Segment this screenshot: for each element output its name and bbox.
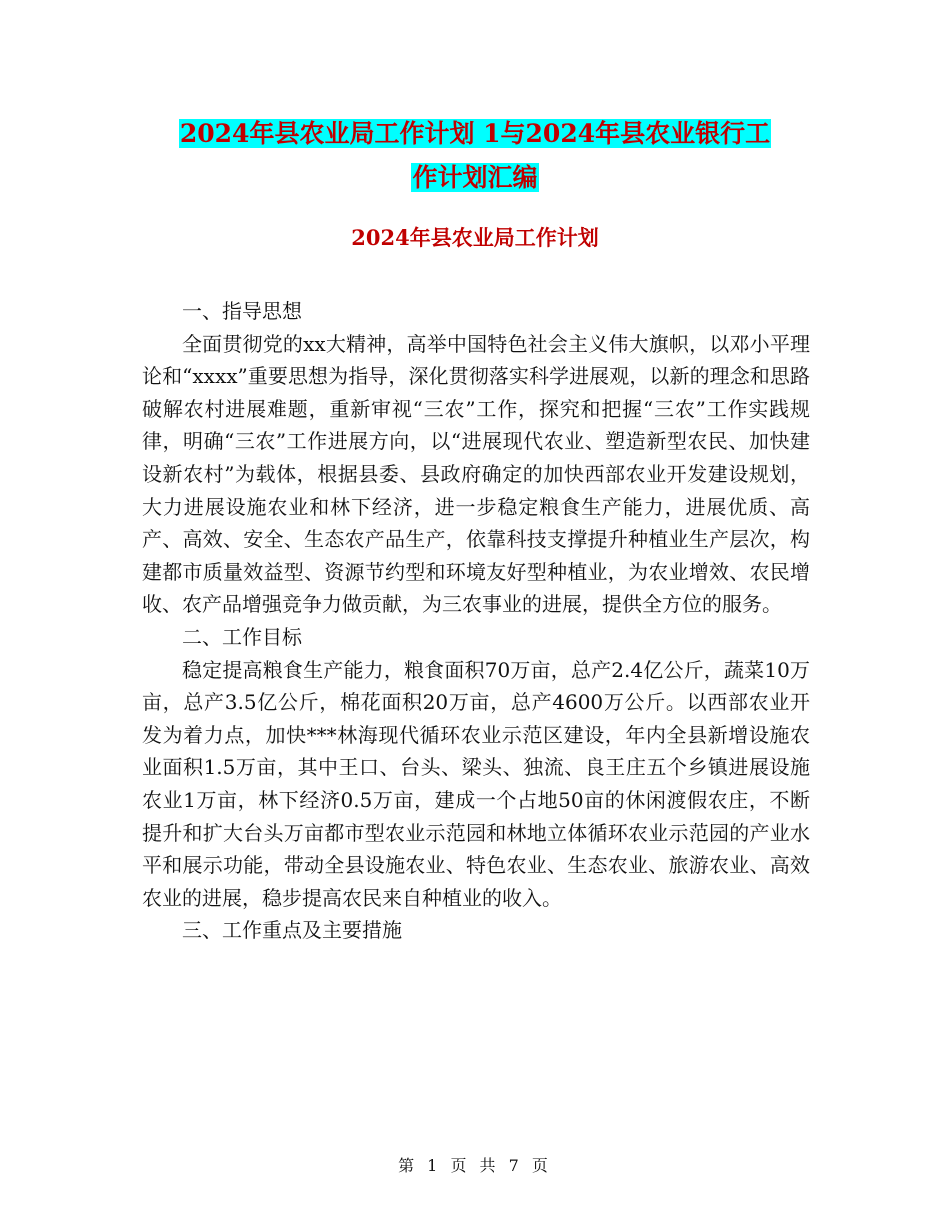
document-body [142,295,810,947]
heading-work-goals: 二、工作目标 [182,624,302,649]
paragraph-guiding-ideology: 全面贯彻党的xx大精神，高举中国特色社会主义伟大旗帜，以邓小平理论和“xxxx”重要思想为指导，深化贯彻落实科学进展观，以新的理念和思路破解农村进展难题，重新审视“三农”工作，探究和把握“三农”工作实践规律，明确“三农”工作进展方向，以“进展现代农业、塑造新型农民、加快建设新农村”为载体，根据县委、县政府确定的加快西部农业开发建设规划，大力进展设施农业和林下经济，进一步稳定粮食生产能力，进展优质、高产、高效、安全、生态农产品生产，依靠科技支撑提升种植业生产层次，构建都市质量效益型、资源节约型和环境友好型种植业，为农业增效、农民增收、农产品增强竞争力做贡献，为三农事业的进展，提供全方位的服务。 [142,331,810,617]
document-title [140,112,810,200]
page-number-footer: 第 1 页 共 7 页 [398,1156,552,1175]
heading-key-measures: 三、工作重点及主要措施 [182,918,402,943]
document-title-line1: 2024年县农业局工作计划 1与2024年县农业银行工 [179,119,771,148]
document-title-line2: 作计划汇编 [412,163,538,192]
heading-guiding-ideology: 一、指导思想 [182,299,302,323]
paragraph-work-goals: 稳定提高粮食生产能力，粮食面积70万亩，总产2.4亿公斤，蔬菜10万亩，总产3.5亿公斤，棉花面积20万亩，总产4600万公斤。以西部农业开发为着力点，加快***林海现代循环农业示范区建设，年内全县新增设施农业面积1.5万亩，其中王口、台头、梁头、独流、良王庄五个乡镇进展设施农业1万亩，林下经济0.5万亩，建成一个占地50亩的休闲渡假农庄，不断提升和扩大台头万亩都市型农业示范园和林地立体循环农业示范园的产业水平和展示功能，带动全县设施农业、特色农业、生态农业、旅游农业、高效农业的进展，稳步提高农民来自种植业的收入。 [142,657,810,910]
section-title: 2024年县农业局工作计划 [351,225,599,250]
